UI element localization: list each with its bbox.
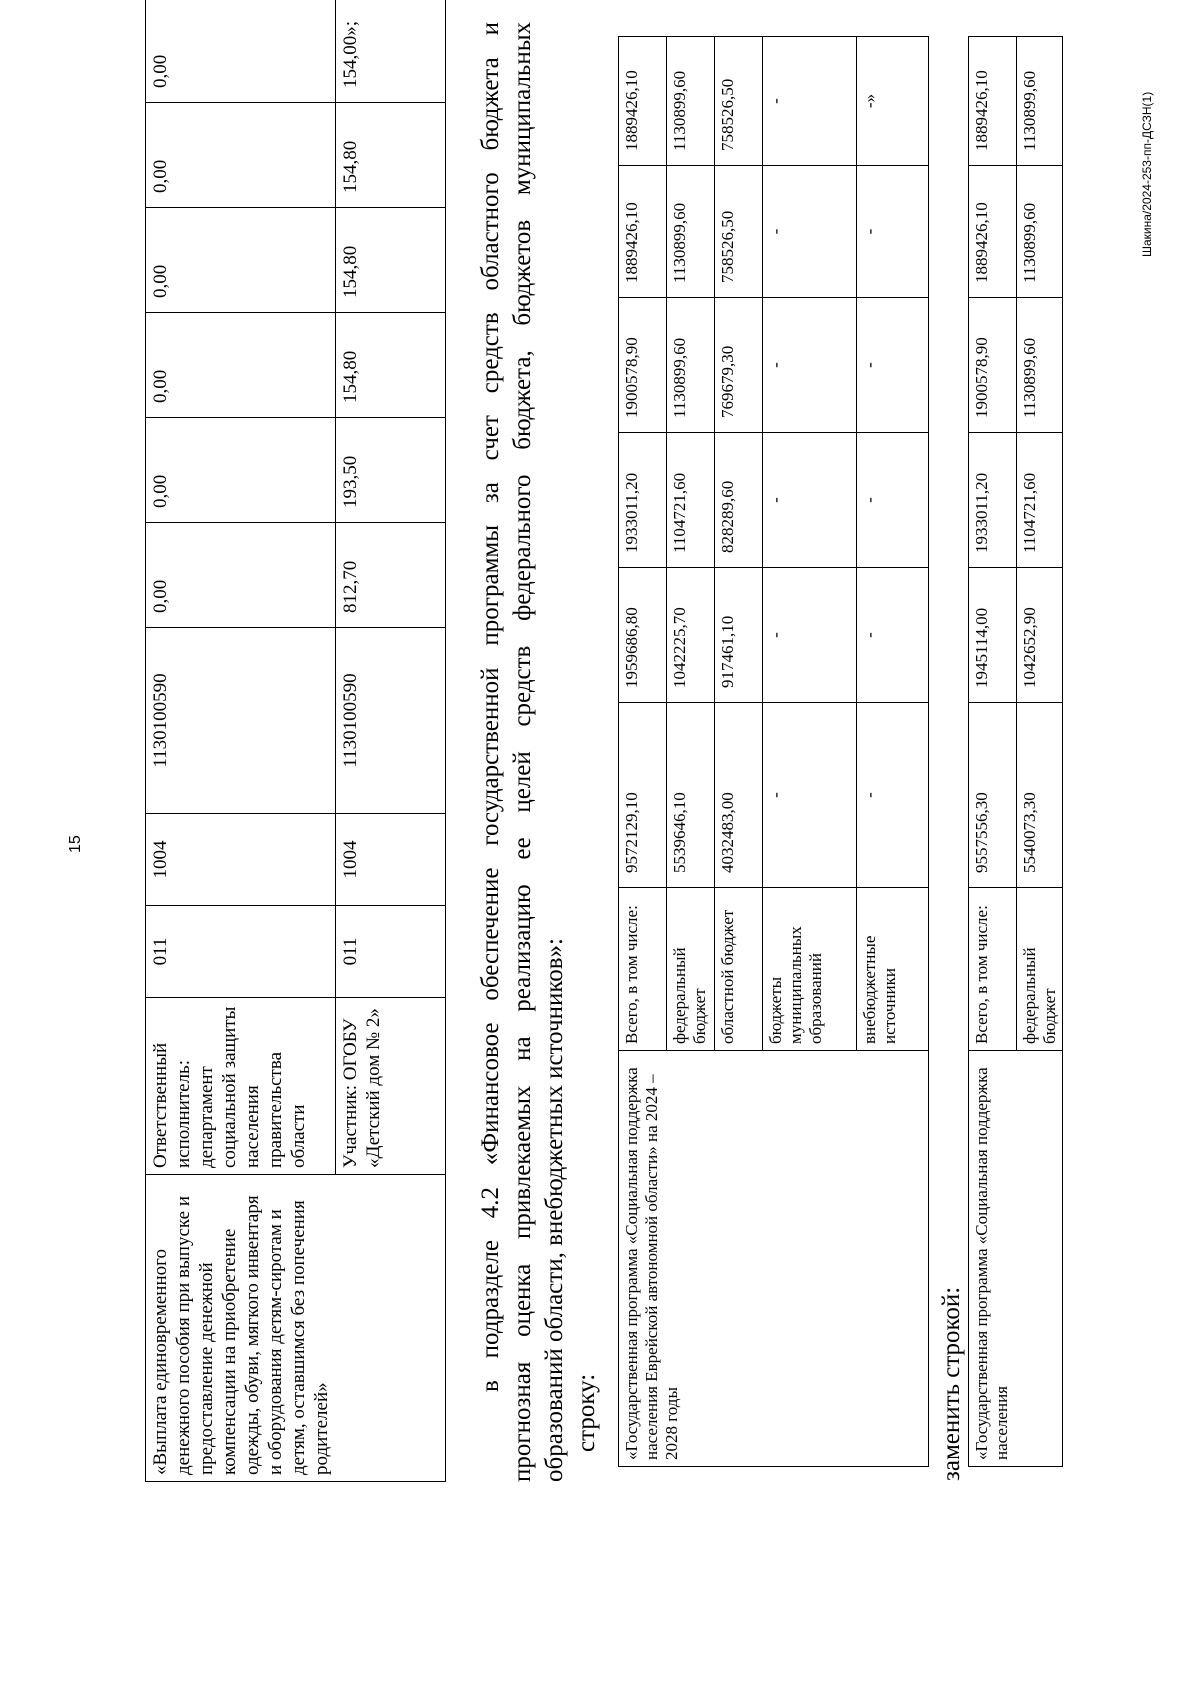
footer-code: Шакина/2024-253-пп-ДСЗН(1) [1140, 91, 1154, 257]
amendment-paragraph [475, 22, 603, 1482]
value-cell: 1042225,70 [667, 568, 715, 703]
value-cell: 758526,50 [715, 166, 763, 298]
value-cell: 1945114,00 [969, 568, 1017, 703]
value-cell: 9572129,10 [619, 703, 667, 888]
table-row [969, 37, 1017, 1467]
value-cell: - [763, 703, 857, 888]
grbs-cell: 011 [146, 906, 336, 998]
value-cell: 1130899,60 [667, 298, 715, 433]
value-cell: - [763, 166, 857, 298]
value-cell: 0,00 [146, 0, 336, 103]
value-cell: 5540073,30 [1017, 703, 1063, 888]
value-cell: - [763, 568, 857, 703]
value-cell: 154,80 [336, 313, 446, 418]
old-rows-table [618, 36, 929, 1467]
value-cell: 1900578,90 [969, 298, 1017, 433]
value-cell: 4032483,00 [715, 703, 763, 888]
value-cell: 9557556,30 [969, 703, 1017, 888]
table-row [146, 0, 336, 1482]
value-cell: - [857, 703, 929, 888]
value-cell: - [763, 298, 857, 433]
value-cell: - [857, 433, 929, 568]
value-cell: 1130899,60 [667, 37, 715, 166]
csr-cell: 1130100590 [336, 628, 446, 814]
stroku-label: строку: [573, 1373, 600, 1452]
value-cell: 5539646,10 [667, 703, 715, 888]
paragraph-line: в подразделе 4.2 «Финансовое обеспечение государственной программы за счет средств областного бюджета и [477, 22, 504, 1392]
value-cell: 1889426,10 [619, 166, 667, 298]
value-cell: 0,00 [146, 208, 336, 313]
value-cell: 1042652,90 [1017, 568, 1063, 703]
program-name-cell: «Государственная программа «Социальная поддержка населения Еврейской автономной области» на 2024 – 2028 годы [619, 1051, 929, 1467]
top-table [145, 0, 446, 1482]
rzpr-cell: 1004 [146, 814, 336, 906]
source-cell: федеральный бюджет [1017, 888, 1063, 1051]
source-cell: Всего, в том числе: [969, 888, 1017, 1051]
value-cell: - [857, 568, 929, 703]
value-cell: 828289,60 [715, 433, 763, 568]
event-name-cell: «Выплата единовременного денежного пособия при выпуске и предоставление денежной компенсации на приобретение одежды, обуви, мягкого инвентаря и оборудования детям-сиротам и детям, оставшимся без попечения родителей» [146, 1175, 446, 1482]
value-cell: 154,00»; [336, 0, 446, 103]
value-cell: 193,50 [336, 418, 446, 523]
source-cell: областной бюджет [715, 888, 763, 1051]
value-cell: 1889426,10 [969, 37, 1017, 166]
table-row [619, 37, 667, 1467]
value-cell: 0,00 [146, 313, 336, 418]
source-cell: внебюджетные источники [857, 888, 929, 1051]
source-cell: федеральный бюджет [667, 888, 715, 1051]
value-cell: 769679,30 [715, 298, 763, 433]
value-cell: 1130899,60 [1017, 298, 1063, 433]
value-cell: 812,70 [336, 523, 446, 628]
source-cell: бюджеты муниципальных образований [763, 888, 857, 1051]
rzpr-cell: 1004 [336, 814, 446, 906]
value-cell: - [857, 166, 929, 298]
value-cell: -» [857, 37, 929, 166]
value-cell: 0,00 [146, 103, 336, 208]
value-cell: - [857, 298, 929, 433]
value-cell: 1104721,60 [667, 433, 715, 568]
source-cell: Всего, в том числе: [619, 888, 667, 1051]
value-cell: 1900578,90 [619, 298, 667, 433]
executor-cell: Ответственный исполнитель: департамент социальной защиты населения правительства области [146, 998, 336, 1175]
value-cell: 0,00 [146, 418, 336, 523]
value-cell: 0,00 [146, 523, 336, 628]
value-cell: 1889426,10 [619, 37, 667, 166]
value-cell: 1933011,20 [619, 433, 667, 568]
program-name-cell: «Государственная программа «Социальная поддержка населения [969, 1051, 1063, 1467]
value-cell: - [763, 433, 857, 568]
paragraph-line: прогнозная оценка привлекаемых на реализацию ее целей средств федерального бюджета, бюджетов муниципальных [509, 22, 536, 1482]
page-number: 15 [67, 835, 84, 853]
value-cell: 154,80 [336, 208, 446, 313]
value-cell: 1104721,60 [1017, 433, 1063, 568]
new-rows-table [968, 36, 1063, 1467]
value-cell: - [763, 37, 857, 166]
executor-cell: Участник: ОГОБУ «Детский дом № 2» [336, 998, 446, 1175]
replace-label: заменить строкой: [938, 1286, 965, 1481]
value-cell: 758526,50 [715, 37, 763, 166]
csr-cell: 1130100590 [146, 628, 336, 814]
value-cell: 1130899,60 [667, 166, 715, 298]
value-cell: 1889426,10 [969, 166, 1017, 298]
grbs-cell: 011 [336, 906, 446, 998]
paragraph-line: образований области, внебюджетных источников»: [541, 938, 568, 1482]
value-cell: 917461,10 [715, 568, 763, 703]
value-cell: 154,80 [336, 103, 446, 208]
value-cell: 1933011,20 [969, 433, 1017, 568]
value-cell: 1130899,60 [1017, 37, 1063, 166]
value-cell: 1959686,80 [619, 568, 667, 703]
value-cell: 1130899,60 [1017, 166, 1063, 298]
